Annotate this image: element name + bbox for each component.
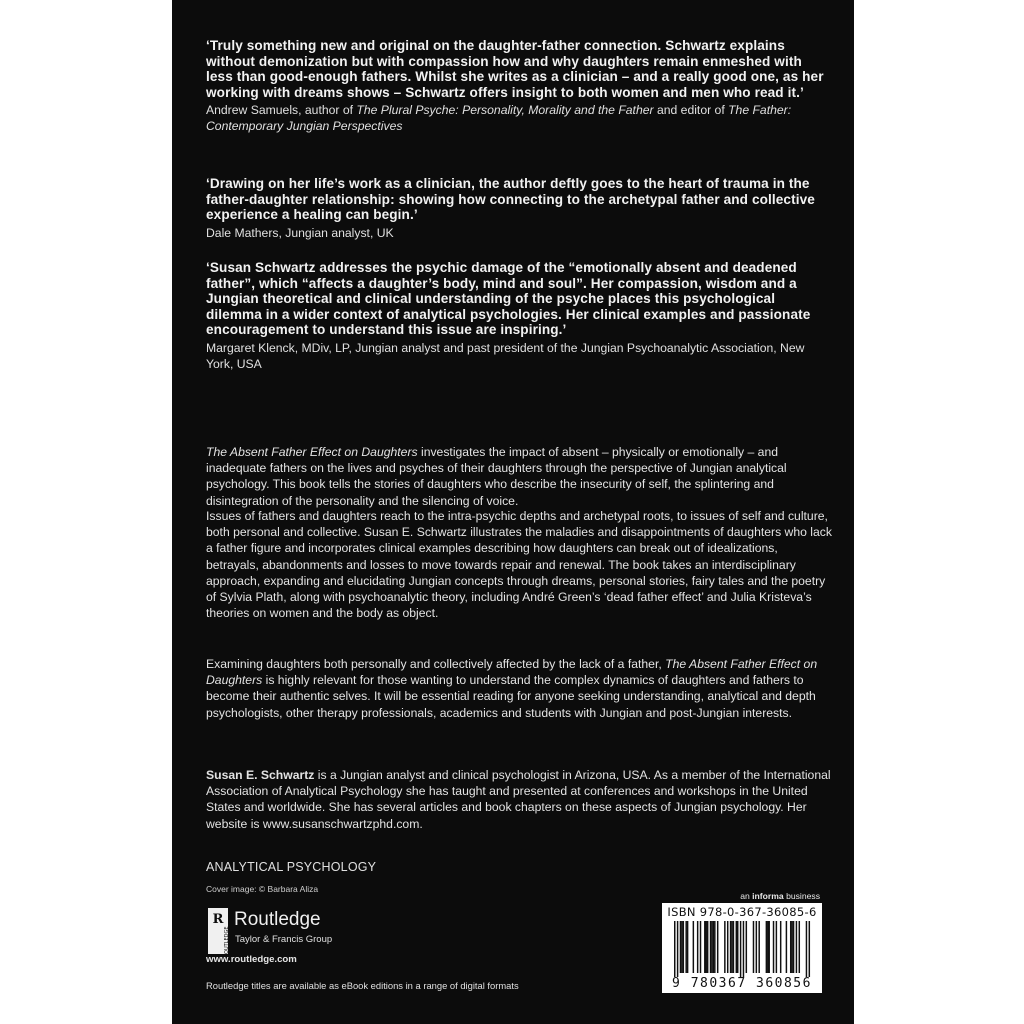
attribution-prefix: Andrew Samuels, author of [206, 103, 357, 118]
barcode-icon [674, 921, 810, 977]
publisher-group: Taylor & Francis Group [235, 934, 333, 945]
isbn-label: ISBN 978-0-367-36085-6 [667, 905, 817, 919]
routledge-logo-icon [208, 908, 230, 958]
barcode-bar [791, 921, 792, 973]
barcode-bar [809, 921, 810, 977]
barcode-bar [766, 921, 767, 973]
book-title: The Absent Father Effect on Daughters [206, 657, 818, 688]
publisher-name: Routledge [234, 909, 321, 930]
barcode-bar [806, 921, 807, 977]
informa-suffix: business [783, 891, 820, 901]
barcode-bar [704, 921, 705, 973]
barcode-bar [733, 921, 734, 973]
barcode-bar [693, 921, 694, 973]
description-paragraph-3 [206, 656, 832, 721]
barcode-bar [680, 921, 681, 973]
informa-prefix: an [740, 891, 753, 901]
barcode-bar [793, 921, 794, 973]
barcode-bar [677, 921, 678, 977]
barcode-bar [776, 921, 777, 973]
barcode-bar [711, 921, 712, 973]
barcode-bar [683, 921, 684, 973]
barcode-bar [796, 921, 797, 973]
barcode-bar [786, 921, 787, 973]
endorsement-quote-3 [206, 260, 830, 372]
genre-label: ANALYTICAL PSYCHOLOGY [206, 860, 377, 874]
publisher-website: www.routledge.com [206, 954, 297, 965]
barcode-bar [731, 921, 732, 973]
attribution-book-title: The Father: Contemporary Jungian Perspectives [206, 103, 792, 134]
barcode-bar [746, 921, 747, 973]
barcode-bar [753, 921, 754, 973]
barcode-bar [697, 921, 698, 973]
barcode-bar [743, 921, 744, 977]
barcode-bar [707, 921, 708, 973]
paragraph-text: is highly relevant for those wanting to understand the complex dynamics of daughters and fathers to become their authentic selves. It will be essential reading for anyone seeking understanding, analytical and depth psychologists, other therapy professionals, academics and students with Jungian and post-Jungian interests. [206, 673, 816, 720]
barcode-bar [758, 921, 759, 973]
quote-text: ‘Susan Schwartz addresses the psychic damage of the “emotionally absent and deadened father”, which “affects a daughter’s body, mind and soul”. Her compassion, wisdom and a Jungian theoretical and clinical understanding of the psyche places this psychological dilemma in a wider context of analytical psychologies. Her clinical examples and passionate encouragement to understand this issue are inspiring.’ [206, 260, 811, 338]
barcode-bar [780, 921, 781, 973]
endorsement-quote-2 [206, 176, 830, 241]
barcode-bar [736, 921, 737, 973]
barcode-bar [700, 921, 701, 973]
barcode-bar [740, 921, 741, 977]
attribution-middle: and editor of [653, 103, 729, 118]
barcode-bar [717, 921, 718, 973]
book-title: The Absent Father Effect on Daughters [206, 445, 418, 459]
barcode-bar [681, 921, 682, 973]
book-back-cover [172, 0, 854, 1024]
paragraph-text: Examining daughters both personally and collectively affected by the lack of a father, [206, 657, 666, 671]
quote-text: ‘Truly something new and original on the daughter-father connection. Schwartz explains without demonization but with compassion how and why daughters remain enmeshed with less than good-enough fathers. Whilst she writes as a clinician – and a really good one, as her working with dreams shows – Schwartz offers insight to both women and men who read it.’ [206, 38, 824, 100]
author-bio-text: is a Jungian analyst and clinical psychologist in Arizona, USA. As a member of the International Association of Analytical Psychology she has taught and presented at conferences and workshops in the United States and worldwide. She has several articles and book chapters on these aspects of Jungian psychology. Her website is www.susanschwartzphd.com. [206, 768, 831, 831]
barcode-bar [685, 921, 686, 973]
informa-business-label [740, 891, 820, 901]
attribution-book-title: The Plural Psyche: Personality, Morality and the Father [356, 103, 654, 118]
informa-brand: informa [752, 891, 784, 901]
svg-text:R: R [212, 912, 224, 927]
barcode-bar [790, 921, 791, 973]
svg-text:ROUTLEDGE: ROUTLEDGE [224, 926, 230, 958]
barcode-bar [687, 921, 688, 973]
quote-attribution: Dale Mathers, Jungian analyst, UK [206, 225, 394, 240]
barcode-bar [799, 921, 800, 973]
barcode-panel [662, 903, 822, 993]
barcode-bar [768, 921, 769, 973]
quote-text: ‘Drawing on her life’s work as a clinician, the author deftly goes to the heart of trauma in the father-daughter relationship: showing how connecting to the archetypal father and collective experience a healing can begin.’ [206, 176, 815, 223]
barcode-digits: 9 780367 360856 [672, 976, 812, 991]
author-bio [206, 767, 832, 832]
barcode-bar [710, 921, 711, 973]
barcode-bar [713, 921, 714, 973]
barcode-bar [756, 921, 757, 973]
ebook-note: Routledge titles are available as eBook editions in a range of digital formats [206, 980, 519, 991]
barcode-bar [730, 921, 731, 973]
author-name: Susan E. Schwartz [206, 768, 315, 782]
cover-image-credit: Cover image: © Barbara Aliza [206, 884, 319, 894]
barcode-bar [767, 921, 768, 973]
quote-attribution [206, 102, 830, 134]
barcode-bar [773, 921, 774, 973]
barcode-bar [705, 921, 706, 973]
quote-attribution: Margaret Klenck, MDiv, LP, Jungian analyst and past president of the Jungian Psychoanalytic Association, New York, USA [206, 340, 805, 371]
description-paragraph-1 [206, 444, 832, 509]
paragraph-text: investigates the impact of absent – physically or emotionally – and inadequate fathers on the lives and psyches of their daughters through the perspective of Jungian analytical psychology. This book tells the stories of daughters who describe the insecurity of self, the splintering and disintegration of the personality and the silencing of voice. [206, 445, 787, 508]
barcode-bar [727, 921, 728, 973]
description-paragraph-2: Issues of fathers and daughters reach to the intra-psychic depths and archetypal roots, to issues of self and culture, both personal and collective. Susan E. Schwartz illustrates the maladies and disappointments of daughters who lack a father figure and incorporates clinical examples describing how daughters can break out of idealizations, betrayals, abandonments and losses to move towards repair and renewal. The book takes an interdisciplinary approach, expanding and elucidating Jungian concepts through dreams, personal stories, fairy tales and the poetry of Sylvia Plath, along with psychoanalytic theory, including André Green’s ‘dead father effect’ and Julia Kristeva’s theories on women and the body as object. [206, 509, 832, 621]
barcode-bar [737, 921, 738, 973]
barcode-bar [674, 921, 675, 977]
endorsement-quote-1 [206, 38, 830, 134]
barcode-bar [714, 921, 715, 973]
barcode-bar [724, 921, 725, 973]
